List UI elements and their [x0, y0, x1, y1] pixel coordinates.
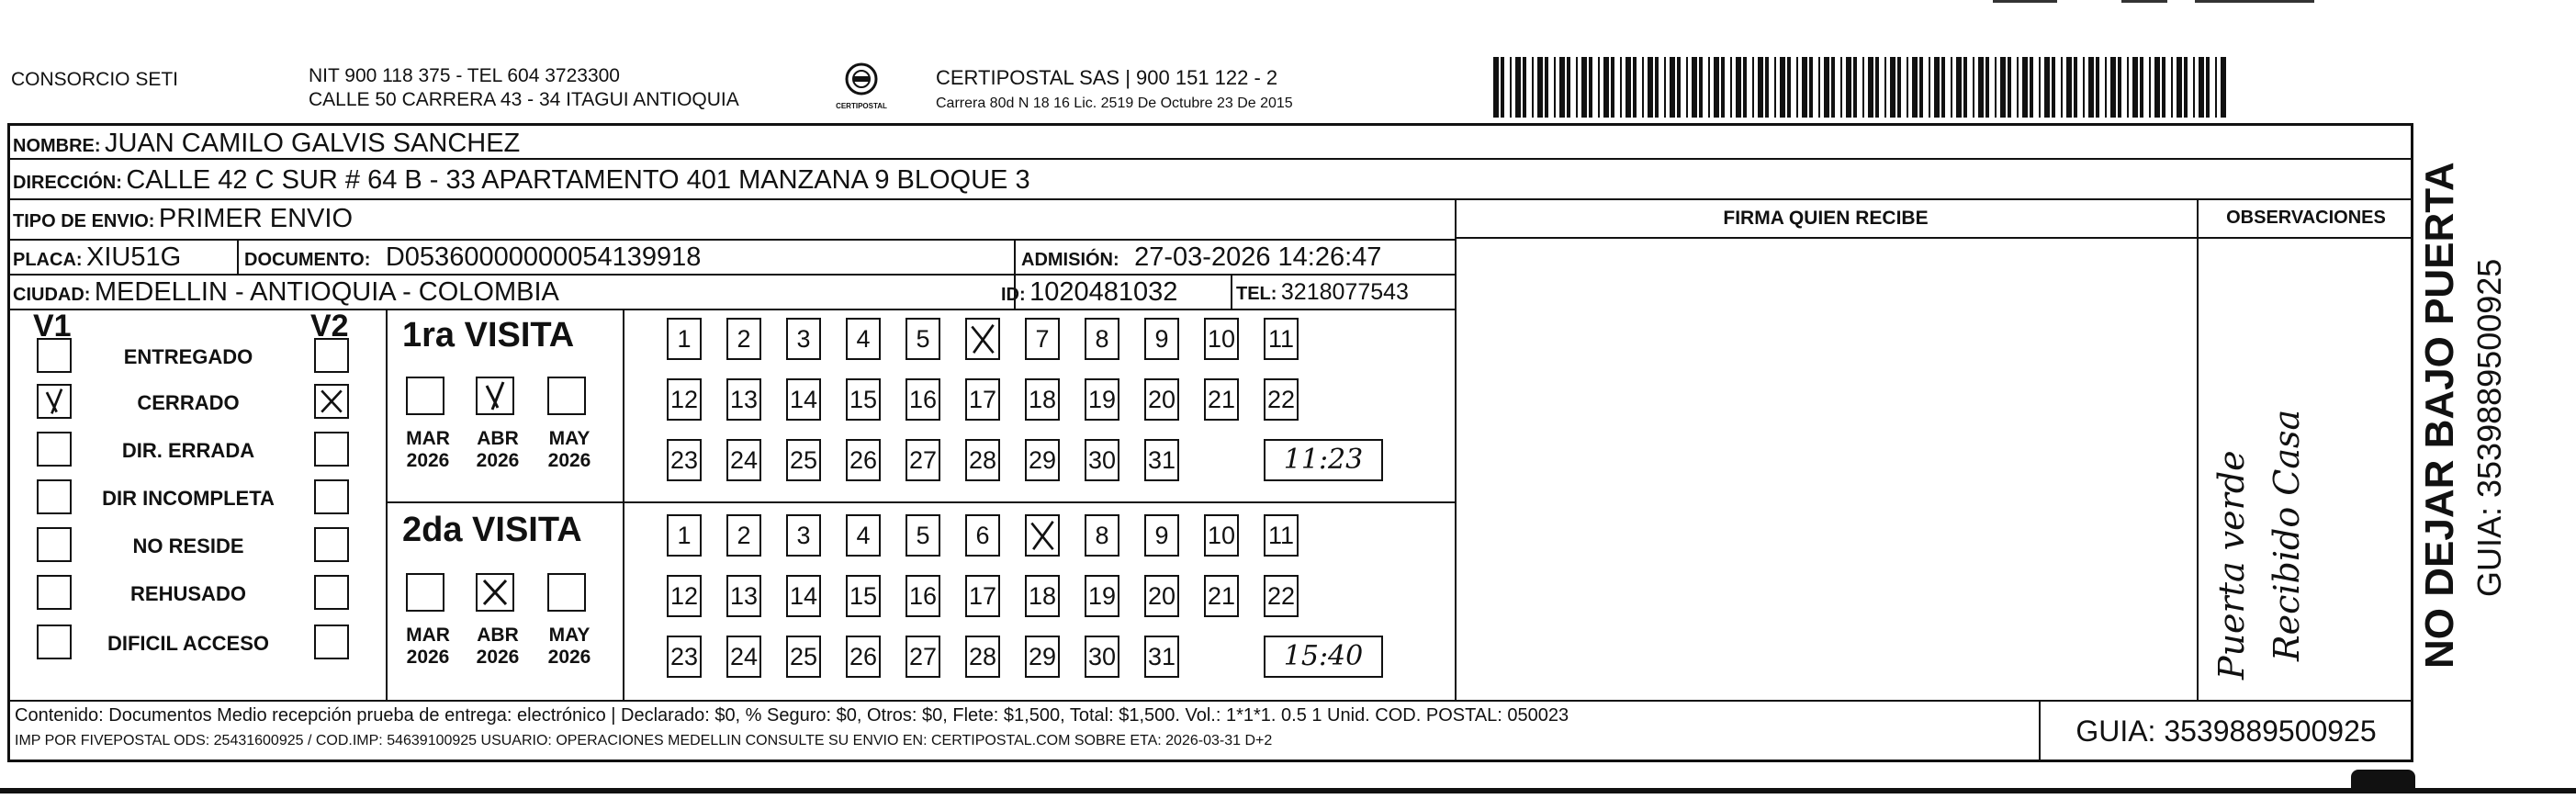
address-label: DIRECCIÓN: [13, 173, 122, 193]
observation-handwritten-2: Recibido Casa [2267, 409, 2307, 661]
barcode-bar [2171, 57, 2173, 118]
day-box-5[interactable]: 5 [906, 514, 940, 557]
barcode-bar [2039, 57, 2041, 118]
barcode-bar [1523, 57, 1526, 118]
barcode-bar [1714, 57, 1719, 118]
document-value: D05360000000054139918 [385, 242, 702, 272]
v1-label: V1 [33, 309, 72, 343]
barcode-bar [1633, 57, 1637, 118]
barcode-bar [2149, 57, 2151, 118]
nit-line: NIT 900 118 375 - TEL 604 3723300 [309, 65, 620, 86]
day-box-17[interactable]: 17 [965, 378, 1000, 421]
barcode-bar [1559, 57, 1565, 118]
month-year: 2026 [547, 647, 591, 668]
tear-mark [2351, 770, 2415, 793]
barcode-bar [2199, 57, 2204, 118]
city-cell [13, 277, 559, 308]
month-checkbox-abr[interactable] [476, 573, 514, 612]
barcode-bar [1868, 57, 1873, 118]
certipostal-logo [834, 61, 889, 116]
barcode-bar [1787, 57, 1791, 118]
barcode-bar [1708, 57, 1710, 118]
day-box-8[interactable]: 8 [1085, 318, 1119, 360]
day-box-13[interactable]: 13 [726, 575, 761, 617]
barcode-bar [1907, 57, 1908, 118]
month-checkbox-mar[interactable] [406, 573, 444, 612]
day-box-20[interactable]: 20 [1144, 378, 1179, 421]
v2-checkbox[interactable] [314, 527, 349, 562]
barcode-bar [1664, 57, 1666, 118]
month-checkbox-may[interactable] [547, 377, 586, 415]
admission-value: 27-03-2026 14:26:47 [1134, 242, 1382, 272]
day-box-27[interactable]: 27 [906, 636, 940, 678]
barcode-bar [1929, 57, 1930, 118]
day-box-22[interactable]: 22 [1264, 378, 1299, 421]
admission-cell [1021, 242, 1381, 273]
barcode-bar [1995, 57, 1997, 118]
day-box-23[interactable]: 23 [667, 636, 702, 678]
month-name: MAY [548, 625, 591, 646]
month-name: MAR [406, 428, 450, 449]
day-box-24[interactable]: 24 [726, 636, 761, 678]
day-box-16[interactable]: 16 [906, 378, 940, 421]
barcode-bar [1890, 57, 1895, 118]
day-box-2[interactable]: 2 [726, 514, 761, 557]
barcode-bar [1897, 57, 1901, 118]
barcode-bar [1978, 57, 1984, 118]
barcode-bar [1510, 57, 1512, 118]
barcode-bar [2074, 57, 2077, 118]
month-checkbox-may[interactable] [547, 573, 586, 612]
tel-label: TEL: [1236, 284, 1277, 304]
admission-label: ADMISIÓN: [1021, 250, 1119, 270]
barcode-bar [1941, 57, 1945, 118]
content-line: Contenido: Documentos Medio recepción prueba de entrega: electrónico | Declarado: $0, % Seguro: $0, Otros: $0, Flete: $1,500, Total: $1,500. Vol.: 1*1*1. 0.5 1 Unid. COD. POSTAL: 050023 [15, 705, 1569, 726]
day-box-8[interactable]: 8 [1085, 514, 1119, 557]
barcode-bar [1589, 57, 1592, 118]
barcode-bar [2206, 57, 2210, 118]
id-cell [1001, 277, 1177, 308]
visit-time-box[interactable]: 15:40 [1264, 636, 1383, 678]
recipient-name: JUAN CAMILO GALVIS SANCHEZ [105, 129, 521, 158]
barcode-bar [1875, 57, 1879, 118]
status-label-entregado: ENTREGADO [123, 345, 253, 368]
barcode-bar [1846, 57, 1851, 118]
observation-handwritten-1: Puerta verde [2211, 450, 2252, 680]
day-box-23[interactable]: 23 [667, 439, 702, 481]
v2-label: V2 [310, 309, 349, 343]
day-box-29[interactable]: 29 [1025, 636, 1060, 678]
barcode-bar [1677, 57, 1681, 118]
barcode-bar [2030, 57, 2033, 118]
day-box-30[interactable]: 30 [1085, 636, 1119, 678]
barcode-bar [1973, 57, 1974, 118]
name-label: NOMBRE: [13, 136, 101, 156]
barcode-bar [2162, 57, 2165, 118]
v1-checkbox[interactable] [37, 338, 72, 373]
document-cell [244, 242, 701, 273]
barcode-bar [1758, 57, 1763, 118]
barcode-bar [1567, 57, 1570, 118]
barcode-bar [1963, 57, 1967, 118]
barcode-bar [1840, 57, 1842, 118]
day-box-6[interactable] [965, 318, 1000, 360]
day-box-25[interactable]: 25 [786, 439, 821, 481]
barcode-bar [1545, 57, 1548, 118]
barcode-bar [1802, 57, 1807, 118]
month-name: MAR [406, 625, 450, 646]
barcode-bar [1699, 57, 1703, 118]
barcode-bar [2022, 57, 2028, 118]
month-year: 2026 [547, 450, 591, 471]
barcode-bar [1956, 57, 1962, 118]
barcode-bar [1765, 57, 1769, 118]
status-label-no-reside: NO RESIDE [132, 535, 244, 557]
day-box-18[interactable]: 18 [1025, 378, 1060, 421]
barcode-bar [1686, 57, 1688, 118]
day-box-21[interactable]: 21 [1204, 575, 1239, 617]
barcode-bar [2052, 57, 2055, 118]
license-line: Carrera 80d N 18 16 Lic. 2519 De Octubre 23 De 2015 [936, 96, 1293, 111]
barcode-bar [2044, 57, 2050, 118]
month-year: 2026 [406, 647, 450, 668]
signature-area[interactable] [1460, 241, 2191, 696]
barcode-bar [2088, 57, 2094, 118]
barcode-bar [1670, 57, 1675, 118]
print-info-line: IMP POR FIVEPOSTAL ODS: 25431600925 / COD.IMP: 54639100925 USUARIO: OPERACIONES MEDELLIN CONSULTE SU ENVIO EN: CERTIPOSTAL.COM SOBRE ETA: 2026-03-31 D+2 [15, 733, 1273, 748]
day-box-16[interactable]: 16 [906, 575, 940, 617]
barcode-bar [1809, 57, 1813, 118]
barcode-bar [1985, 57, 1989, 118]
barcode-bar [1648, 57, 1653, 118]
day-box-27[interactable]: 27 [906, 439, 940, 481]
v2-checkbox[interactable] [314, 625, 349, 659]
barcode [1493, 57, 2228, 118]
barcode-bar [1625, 57, 1631, 118]
month-label-mar [400, 428, 456, 472]
barcode-bar [2105, 57, 2107, 118]
name-row [13, 129, 520, 159]
barcode-bar [2215, 57, 2217, 118]
day-box-30[interactable]: 30 [1085, 439, 1119, 481]
bottom-edge [0, 788, 2576, 793]
barcode-bar [1611, 57, 1614, 118]
v2-checkbox[interactable] [314, 432, 349, 467]
barcode-bar [1743, 57, 1747, 118]
day-box-21[interactable]: 21 [1204, 378, 1239, 421]
barcode-bar [2193, 57, 2195, 118]
day-box-22[interactable]: 22 [1264, 575, 1299, 617]
barcode-bar [1554, 57, 1556, 118]
no-dejar-warning: NO DEJAR BAJO PUERTA [2417, 162, 2462, 669]
barcode-bar [1796, 57, 1798, 118]
visit-time-box[interactable]: 11:23 [1264, 439, 1383, 481]
day-box-2[interactable]: 2 [726, 318, 761, 360]
barcode-bar [2110, 57, 2116, 118]
footer-guia: GUIA: 3539889500925 [2075, 715, 2377, 748]
scan-mark [2195, 0, 2314, 3]
barcode-bar [2140, 57, 2143, 118]
scan-mark [1993, 0, 2057, 3]
day-box-7[interactable]: 7 [1025, 318, 1060, 360]
barcode-bar [1576, 57, 1578, 118]
document-label: DOCUMENTO: [244, 250, 371, 270]
status-label-dir-errada: DIR. ERRADA [121, 439, 255, 462]
observations-label: OBSERVACIONES [2226, 208, 2386, 228]
day-box-18[interactable]: 18 [1025, 575, 1060, 617]
month-year: 2026 [476, 647, 520, 668]
address-line: CALLE 50 CARRERA 43 - 34 ITAGUI ANTIOQUIA [309, 89, 739, 110]
month-label-abr [470, 428, 525, 472]
barcode-bar [1642, 57, 1644, 118]
day-box-19[interactable]: 19 [1085, 575, 1119, 617]
barcode-bar [2154, 57, 2160, 118]
type-row [13, 204, 353, 234]
day-box-6[interactable]: 6 [965, 514, 1000, 557]
day-box-4[interactable]: 4 [846, 318, 881, 360]
tel-value: 3218077543 [1280, 279, 1409, 305]
day-box-31[interactable]: 31 [1144, 439, 1179, 481]
barcode-bar [1818, 57, 1820, 118]
month-label-mar [400, 625, 456, 669]
plate-cell [13, 242, 181, 273]
day-box-24[interactable]: 24 [726, 439, 761, 481]
month-label-abr [470, 625, 525, 669]
month-label-may [542, 428, 597, 472]
barcode-bar [1532, 57, 1534, 118]
day-box-19[interactable]: 19 [1085, 378, 1119, 421]
status-label-cerrado: CERRADO [137, 391, 240, 414]
barcode-bar [1780, 57, 1785, 118]
barcode-bar [1951, 57, 1952, 118]
month-year: 2026 [406, 450, 450, 471]
v2-checkbox[interactable] [314, 575, 349, 610]
barcode-bar [2083, 57, 2085, 118]
day-box-12[interactable]: 12 [667, 575, 702, 617]
status-label-dir-incompleta: DIR INCOMPLETA [102, 487, 275, 510]
consortium-name: CONSORCIO SETI [11, 69, 179, 90]
barcode-bar [1831, 57, 1835, 118]
day-box-14[interactable]: 14 [786, 378, 821, 421]
address-row [13, 165, 1030, 196]
barcode-bar [1862, 57, 1864, 118]
barcode-bar [1730, 57, 1732, 118]
barcode-bar [1736, 57, 1741, 118]
month-name: MAY [548, 428, 591, 449]
barcode-bar [2177, 57, 2182, 118]
day-box-12[interactable]: 12 [667, 378, 702, 421]
day-box-28[interactable]: 28 [965, 439, 1000, 481]
day-box-13[interactable]: 13 [726, 378, 761, 421]
month-label-may [542, 625, 597, 669]
day-box-1[interactable]: 1 [667, 514, 702, 557]
barcode-bar [1884, 57, 1886, 118]
recipient-address: CALLE 42 C SUR # 64 B - 33 APARTAMENTO 401 MANZANA 9 BLOQUE 3 [126, 165, 1030, 195]
day-box-5[interactable]: 5 [906, 318, 940, 360]
barcode-bar [2066, 57, 2072, 118]
day-box-28[interactable]: 28 [965, 636, 1000, 678]
barcode-bar [1752, 57, 1754, 118]
barcode-bar [2184, 57, 2188, 118]
barcode-bar [1774, 57, 1776, 118]
tel-cell [1236, 279, 1409, 306]
barcode-bar [2061, 57, 2063, 118]
day-box-15[interactable]: 15 [846, 378, 881, 421]
barcode-bar [1912, 57, 1918, 118]
month-name: ABR [477, 428, 519, 449]
company-line: CERTIPOSTAL SAS | 900 151 122 - 2 [936, 66, 1278, 89]
day-box-17[interactable]: 17 [965, 575, 1000, 617]
signature-label: FIRMA QUIEN RECIBE [1723, 208, 1929, 229]
barcode-bar [1853, 57, 1857, 118]
v1-checkbox[interactable] [37, 625, 72, 659]
barcode-bar [1620, 57, 1622, 118]
barcode-bar [2132, 57, 2138, 118]
day-box-9[interactable]: 9 [1144, 318, 1179, 360]
barcode-bar [2127, 57, 2129, 118]
barcode-bar [1692, 57, 1697, 118]
plate-value: XIU51G [86, 242, 182, 272]
id-label: ID: [1001, 285, 1026, 305]
day-box-15[interactable]: 15 [846, 575, 881, 617]
day-box-14[interactable]: 14 [786, 575, 821, 617]
v2-checkbox[interactable] [314, 479, 349, 514]
svg-text:CERTIPOSTAL: CERTIPOSTAL [836, 102, 887, 110]
day-box-25[interactable]: 25 [786, 636, 821, 678]
v2-checkbox[interactable] [314, 338, 349, 373]
v1-checkbox[interactable] [37, 384, 72, 419]
day-box-4[interactable]: 4 [846, 514, 881, 557]
barcode-bar [1934, 57, 1940, 118]
day-box-26[interactable]: 26 [846, 636, 881, 678]
day-box-3[interactable]: 3 [786, 514, 821, 557]
day-box-11[interactable]: 11 [1264, 318, 1299, 360]
city-value: MEDELLIN - ANTIOQUIA - COLOMBIA [94, 277, 559, 307]
v1-checkbox[interactable] [37, 575, 72, 610]
barcode-bar [2017, 57, 2019, 118]
day-box-1[interactable]: 1 [667, 318, 702, 360]
day-box-10[interactable]: 10 [1204, 514, 1239, 557]
barcode-bar [2008, 57, 2011, 118]
barcode-bar [1824, 57, 1829, 118]
v2-checkbox[interactable] [314, 384, 349, 419]
barcode-bar [1919, 57, 1923, 118]
status-label-dificil-acceso: DIFICIL ACCESO [107, 632, 269, 655]
v1-checkbox[interactable] [37, 432, 72, 467]
day-box-3[interactable]: 3 [786, 318, 821, 360]
day-box-7[interactable] [1025, 514, 1060, 557]
id-value: 1020481032 [1029, 277, 1178, 307]
visit2-title: 2da VISITA [402, 511, 582, 549]
barcode-bar [1493, 57, 1499, 118]
shipment-type: PRIMER ENVIO [158, 204, 354, 233]
barcode-bar [1515, 57, 1521, 118]
month-name: ABR [477, 625, 519, 646]
barcode-bar [1721, 57, 1725, 118]
barcode-bar [2221, 57, 2226, 118]
type-label: TIPO DE ENVIO: [13, 211, 155, 231]
scan-mark [2121, 0, 2167, 3]
month-year: 2026 [476, 450, 520, 471]
side-guia: GUIA: 3539889500925 [2470, 258, 2508, 597]
barcode-bar [1655, 57, 1659, 118]
barcode-bar [1603, 57, 1609, 118]
day-box-29[interactable]: 29 [1025, 439, 1060, 481]
status-label-rehusado: REHUSADO [130, 582, 246, 605]
barcode-bar [2000, 57, 2006, 118]
v1-checkbox[interactable] [37, 527, 72, 562]
month-checkbox-mar[interactable] [406, 377, 444, 415]
barcode-bar [1501, 57, 1504, 118]
day-box-11[interactable]: 11 [1264, 514, 1299, 557]
v1-checkbox[interactable] [37, 479, 72, 514]
day-box-31[interactable]: 31 [1144, 636, 1179, 678]
day-box-20[interactable]: 20 [1144, 575, 1179, 617]
city-label: CIUDAD: [13, 285, 91, 305]
visit1-title: 1ra VISITA [402, 316, 575, 354]
day-box-26[interactable]: 26 [846, 439, 881, 481]
barcode-bar [2118, 57, 2121, 118]
day-box-10[interactable]: 10 [1204, 318, 1239, 360]
barcode-bar [1598, 57, 1600, 118]
plate-label: PLACA: [13, 250, 83, 270]
day-box-9[interactable]: 9 [1144, 514, 1179, 557]
barcode-bar [2096, 57, 2099, 118]
barcode-bar [1581, 57, 1587, 118]
month-checkbox-abr[interactable] [476, 377, 514, 415]
barcode-bar [1537, 57, 1543, 118]
